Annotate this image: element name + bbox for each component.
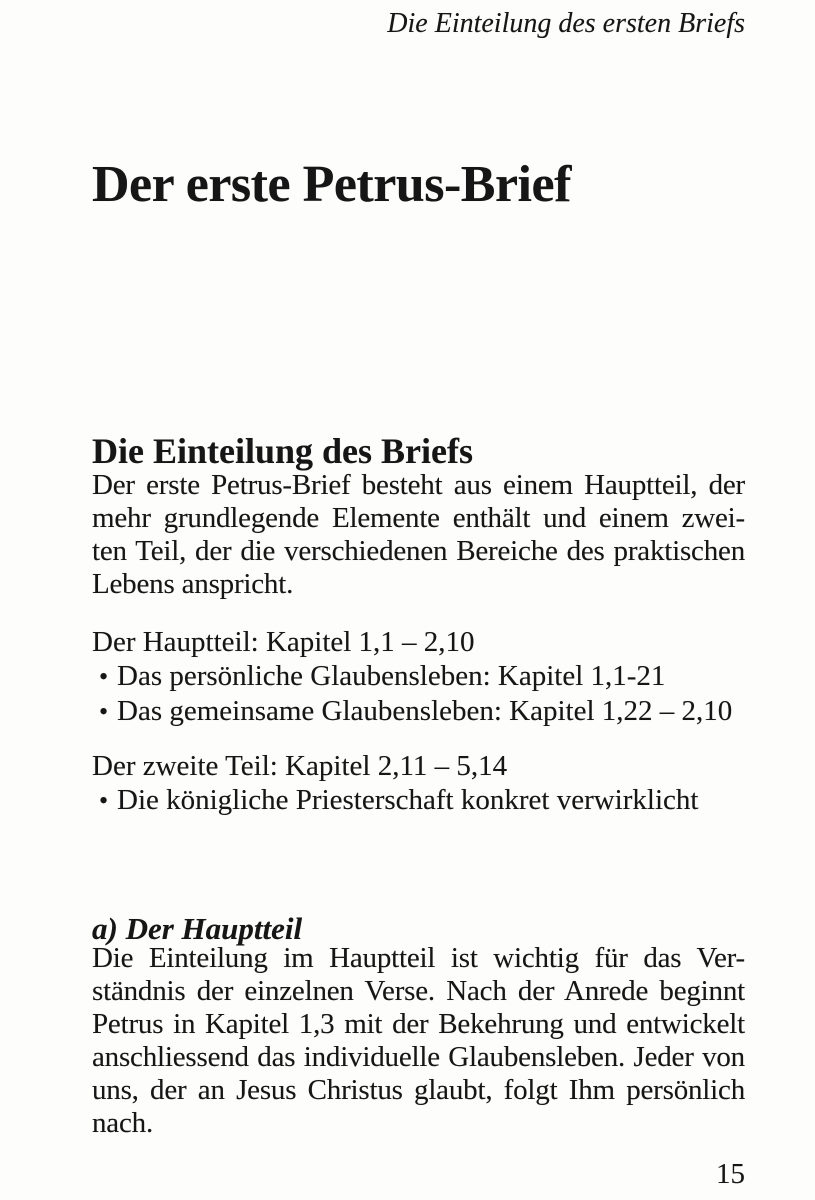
list-item-text: Das persönliche Glaubensleben: Kapitel 1,1-21 xyxy=(117,660,666,692)
paragraph-line: Der erste Petrus-Brief besteht aus einem Hauptteil, der xyxy=(92,469,745,501)
list-item xyxy=(92,694,772,729)
bullet-marker: • xyxy=(99,662,109,691)
paragraph-line: uns, der an Jesus Christus glaubt, folgt Ihm persönlich xyxy=(92,1074,745,1106)
running-header: Die Einteilung des ersten Briefs xyxy=(387,8,745,39)
list-item xyxy=(92,659,772,694)
subsection-heading: a) Der Hauptteil xyxy=(92,911,303,946)
intro-paragraph xyxy=(92,469,745,601)
section-heading: Die Einteilung des Briefs xyxy=(92,430,474,471)
body-paragraph xyxy=(92,942,745,1140)
list-item xyxy=(92,783,772,818)
list-item-text: Das gemeinsame Glaubensleben: Kapitel 1,22 – 2,10 xyxy=(117,695,733,727)
page-number: 15 xyxy=(716,1158,745,1190)
paragraph-line: mehr grundlegende Elemente enthält und einem zwei- xyxy=(92,502,745,534)
paragraph-line: ständnis der einzelnen Verse. Nach der Anrede beginnt xyxy=(92,975,745,1007)
paragraph-line: Lebens anspricht. xyxy=(92,568,294,600)
paragraph-line: nach. xyxy=(92,1107,153,1139)
outline-main-part xyxy=(92,625,772,729)
paragraph-line: ten Teil, der die verschiedenen Bereiche des praktischen xyxy=(92,535,745,567)
paragraph-line: anschliessend das individuelle Glaubensleben. Jeder von xyxy=(92,1041,745,1073)
outline-intro: Der Hauptteil: Kapitel 1,1 – 2,10 xyxy=(92,626,475,658)
outline-second-part xyxy=(92,749,772,818)
paragraph-line: Petrus in Kapitel 1,3 mit der Bekehrung und entwickelt xyxy=(92,1008,745,1040)
list-item-text: Die königliche Priesterschaft konkret verwirklicht xyxy=(117,784,699,816)
chapter-title: Der erste Petrus-Brief xyxy=(92,155,571,213)
paragraph-line: Die Einteilung im Hauptteil ist wichtig für das Ver- xyxy=(92,942,745,974)
bullet-marker: • xyxy=(99,697,109,726)
bullet-marker: • xyxy=(99,786,109,815)
outline-intro: Der zweite Teil: Kapitel 2,11 – 5,14 xyxy=(92,750,508,782)
